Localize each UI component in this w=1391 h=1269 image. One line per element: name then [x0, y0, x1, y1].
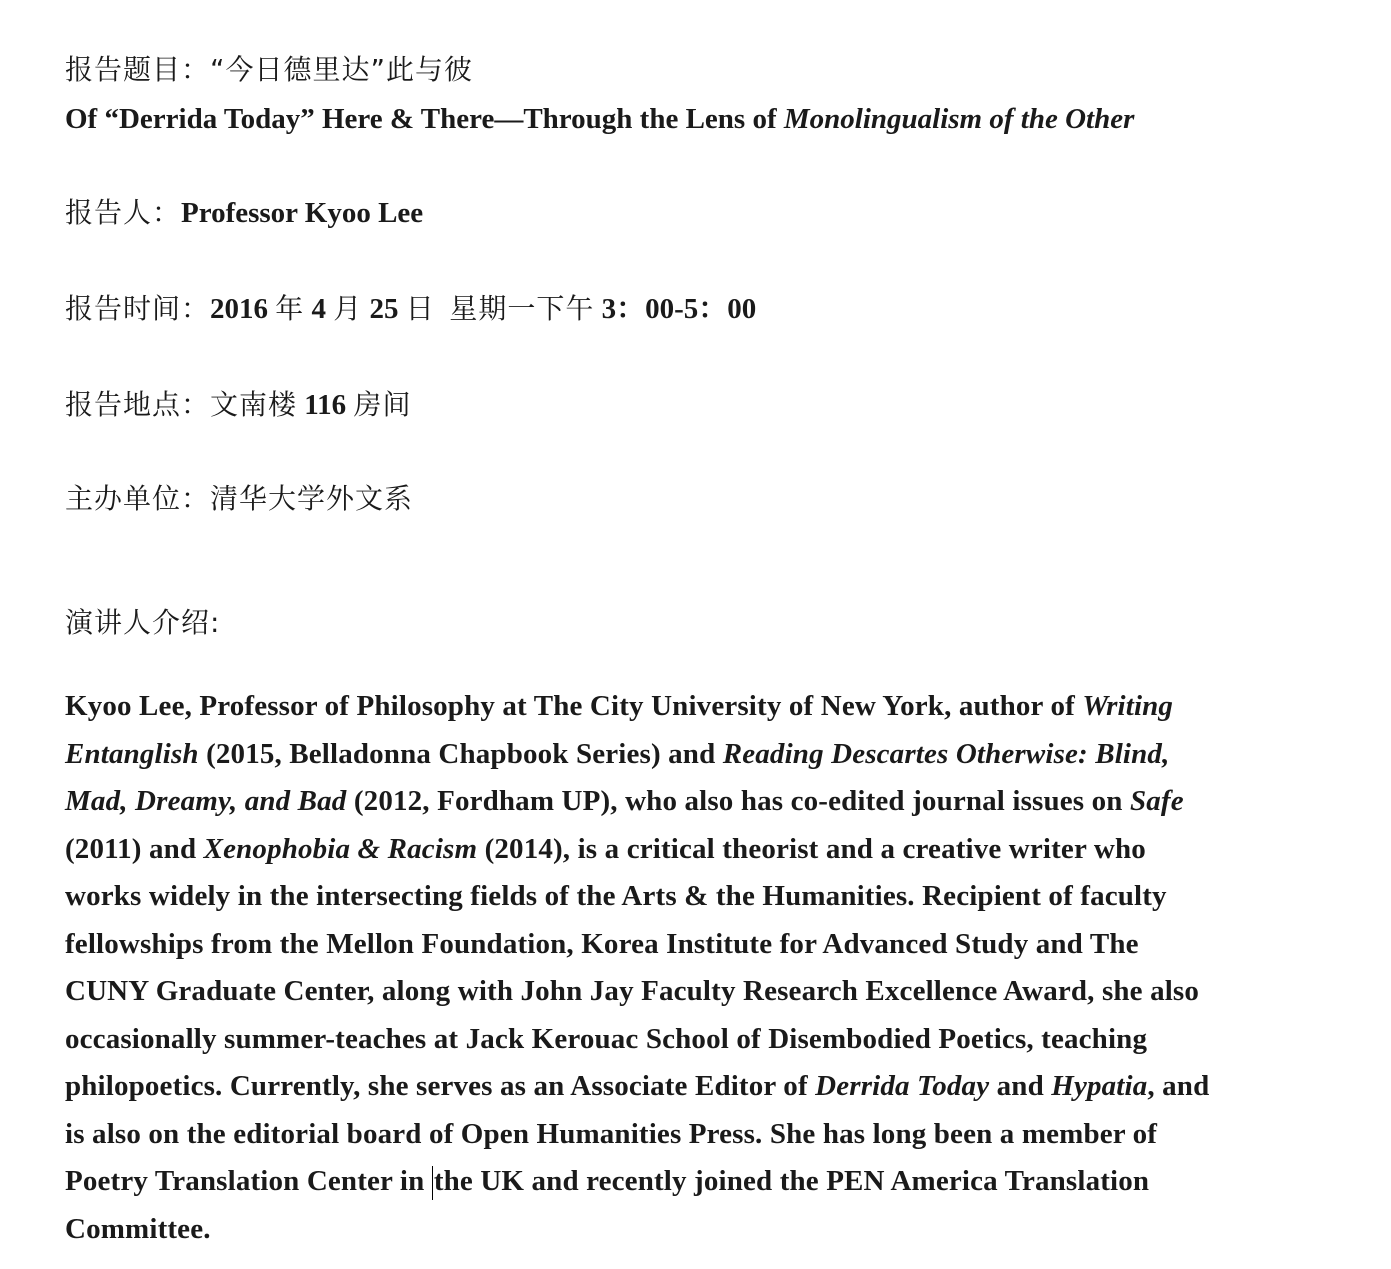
title-english-italic: Monolingualism of the Other [783, 103, 1135, 135]
book-title-continuation: Mad, Dreamy, and Bad [65, 785, 347, 817]
bio-text: , and [1147, 1070, 1210, 1102]
location-room-unit: 房间 [353, 388, 412, 421]
bio-text: (2015, Belladonna Chapbook Series) and [198, 737, 723, 770]
bio-line: Committee. [65, 1212, 211, 1245]
organizer-line [65, 481, 413, 517]
text-cursor [432, 1166, 433, 1200]
bio-line [65, 683, 1335, 731]
book-title-writing: Writing [1082, 690, 1174, 722]
bio-line [65, 731, 1335, 779]
title-english-line [65, 101, 1134, 137]
speaker-label: 报告人： [65, 196, 182, 229]
bio-line: is also on the editorial board of Open Humanities Press. She has long been a member of [65, 1117, 1158, 1150]
bio-text: philopoetics. Currently, she serves as an Associate Editor of [65, 1070, 816, 1102]
speaker-line [65, 195, 423, 231]
time-day: 25 [369, 293, 399, 325]
bio-line: CUNY Graduate Center, along with John Jay Faculty Research Excellence Award, she also [65, 975, 1200, 1007]
time-start: 3：00 [601, 293, 675, 325]
book-title-entanglish: Entanglish [65, 737, 199, 770]
journal-issue-xenophobia: Xenophobia & Racism [203, 832, 478, 865]
organizer-value: 清华大学外文系 [210, 482, 414, 515]
location-label: 报告地点： [65, 388, 211, 421]
title-english-prefix: Of “Derrida Today” Here & There—Through the Lens of [65, 103, 784, 135]
bio-text: (2011) and [65, 832, 204, 865]
time-weekday: 星期一下午 [449, 292, 595, 325]
bio-text: Kyoo Lee, Professor of Philosophy at The City University of New York, author of [65, 690, 1083, 722]
bio-line [65, 778, 1335, 826]
bio-line: works widely in the intersecting fields of the Arts & the Humanities. Recipient of faculty [65, 880, 1167, 912]
bio-text: Poetry Translation Center in [65, 1165, 432, 1197]
time-month-unit: 月 [333, 292, 363, 325]
bio-line [65, 1063, 1335, 1111]
title-label: 报告题目： [65, 53, 211, 86]
book-title-reading-descartes: Reading Descartes Otherwise: Blind, [722, 737, 1170, 770]
time-month: 4 [311, 293, 327, 325]
bio-text: (2014), is a critical theorist and a creative writer who [477, 832, 1146, 865]
time-end: 5：00 [683, 293, 757, 325]
bio-line: fellowships from the Mellon Foundation, Korea Institute for Advanced Study and The [65, 927, 1139, 960]
bio-text: (2012, Fordham UP), who also has co-edited journal issues on [346, 785, 1130, 817]
bio-text: and [989, 1070, 1052, 1102]
journal-issue-safe: Safe [1129, 785, 1184, 817]
title-chinese: “今日德里达”此与彼 [210, 53, 474, 86]
location-building: 文南楼 [210, 388, 298, 421]
time-year-unit: 年 [275, 292, 305, 325]
location-line [65, 387, 411, 423]
time-label: 报告时间： [65, 292, 211, 325]
bio-heading: 演讲人介绍: [65, 606, 221, 639]
journal-derrida-today: Derrida Today [815, 1070, 990, 1102]
time-line: 报告时间：2016 年 4 月 25 日 星期一下午 3：00-5：00 [65, 292, 757, 325]
title-chinese-line [65, 52, 473, 88]
bio-line [65, 1158, 1335, 1206]
organizer-label: 主办单位： [65, 482, 211, 515]
journal-hypatia: Hypatia [1051, 1070, 1148, 1102]
time-year: 2016 [210, 293, 269, 325]
time-day-unit: 日 [405, 292, 435, 325]
bio-line [65, 826, 1335, 874]
speaker-name: Professor Kyoo Lee [181, 197, 424, 229]
location-room: 116 [304, 389, 347, 421]
bio-line: occasionally summer-teaches at Jack Kerouac School of Disembodied Poetics, teaching [65, 1022, 1148, 1055]
bio-text: the UK and recently joined the PEN America Translation [433, 1165, 1150, 1197]
bio-paragraph [65, 683, 1335, 1253]
